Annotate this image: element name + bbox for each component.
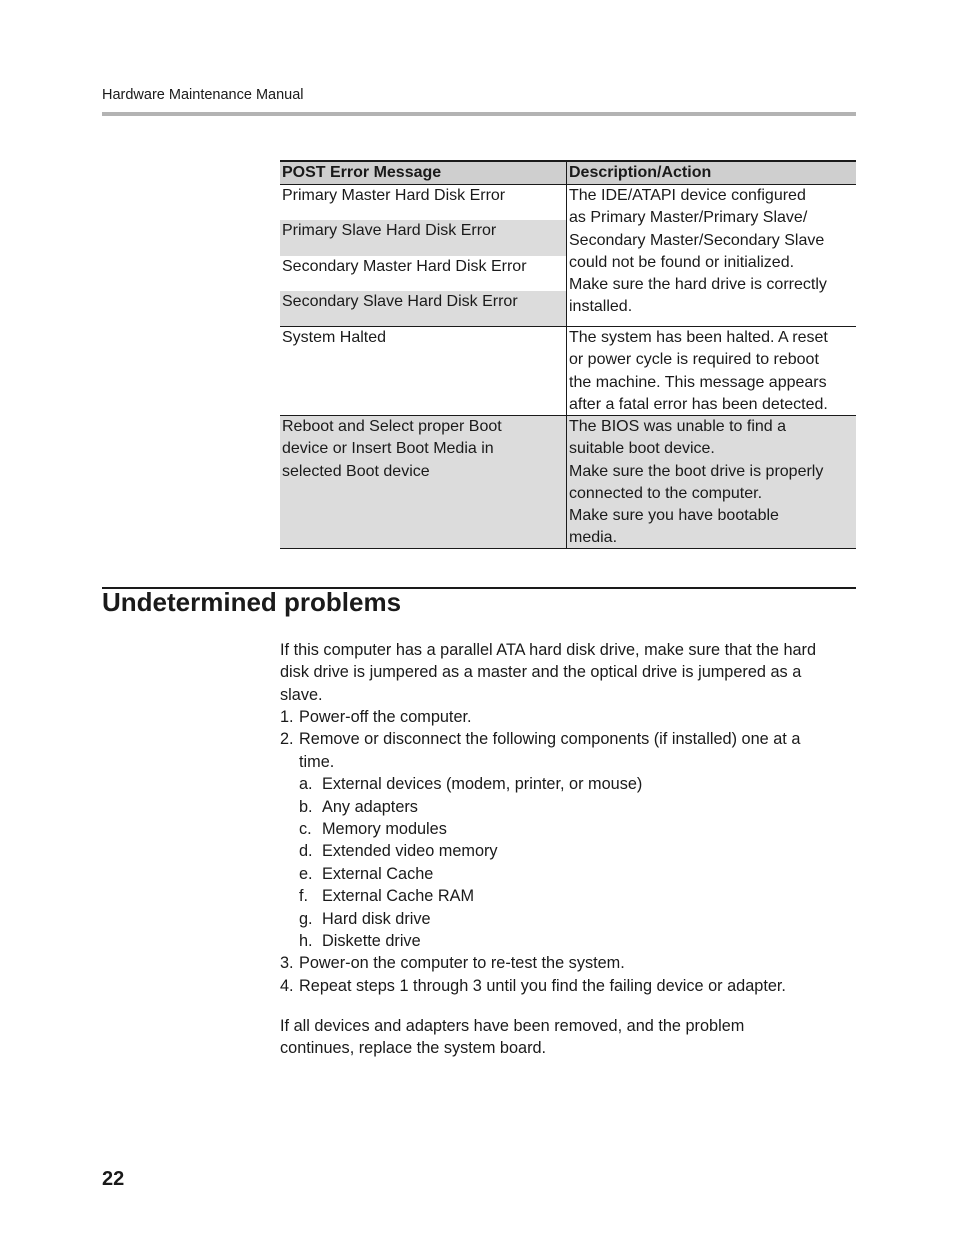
sub-list-item: d. Extended video memory (299, 842, 498, 861)
running-header: Hardware Maintenance Manual (102, 87, 304, 103)
section-title: Undetermined problems (102, 587, 402, 617)
table-row (280, 415, 856, 548)
steps-list (280, 706, 860, 997)
description-cell: The BIOS was unable to find a suitable boot device. Make sure the boot drive is properly connected to the computer. Make sure you have bootable media. (566, 416, 856, 548)
list-item: 4. Repeat steps 1 through 3 until you find the failing device or adapter. (280, 976, 786, 995)
list-item: 2. Remove or disconnect the following components (if installed) one at a time. (280, 730, 801, 771)
intro-paragraph: If this computer has a parallel ATA hard disk drive, make sure that the hard disk drive is jumpered as a master and the optical drive is jumpered as a slave. (280, 641, 817, 704)
list-item: 3. Power-on the computer to re-test the system. (280, 954, 625, 973)
header-rule (102, 112, 856, 116)
sub-list-item: e. External Cache (299, 864, 434, 883)
table-row (280, 326, 856, 415)
column-header-message: POST Error Message (282, 164, 442, 181)
page-number: 22 (102, 1168, 125, 1190)
closing-paragraph: If all devices and adapters have been removed, and the problem continues, replace the system board. (280, 1017, 745, 1058)
sub-list-item: a. External devices (modem, printer, or mouse) (299, 775, 643, 794)
description-cell: The IDE/ATAPI device configured as Primary Master/Primary Slave/ Secondary Master/Secondary Slave could not be found or initialized. Make sure the hard drive is correctly installed. (566, 185, 856, 326)
sub-list-item: h. Diskette drive (299, 932, 421, 951)
list-item: 1. Power-off the computer. (280, 708, 472, 726)
error-message-cell: Primary Master Hard Disk Error (282, 187, 506, 204)
error-message-cell: Secondary Slave Hard Disk Error (280, 291, 566, 326)
error-message-cell: Secondary Master Hard Disk Error (282, 257, 527, 275)
description-cell: The system has been halted. A reset or power cycle is required to reboot the machine. This message appears after a fatal error has been detected. (566, 327, 856, 415)
sub-list-item: f. External Cache RAM (299, 887, 475, 906)
table-header-row (280, 162, 856, 185)
sub-list-item: c. Memory modules (299, 820, 447, 839)
sub-list-item: g. Hard disk drive (299, 909, 431, 928)
column-header-description: Description/Action (566, 162, 856, 184)
table-row (280, 185, 856, 326)
error-message-cell: Primary Slave Hard Disk Error (280, 220, 566, 255)
error-message-cell: System Halted (282, 329, 387, 346)
post-error-table (280, 160, 856, 549)
sub-list-item: b. Any adapters (299, 797, 418, 816)
error-message-cell: Reboot and Select proper Boot device or Insert Boot Media in selected Boot device (282, 418, 502, 480)
